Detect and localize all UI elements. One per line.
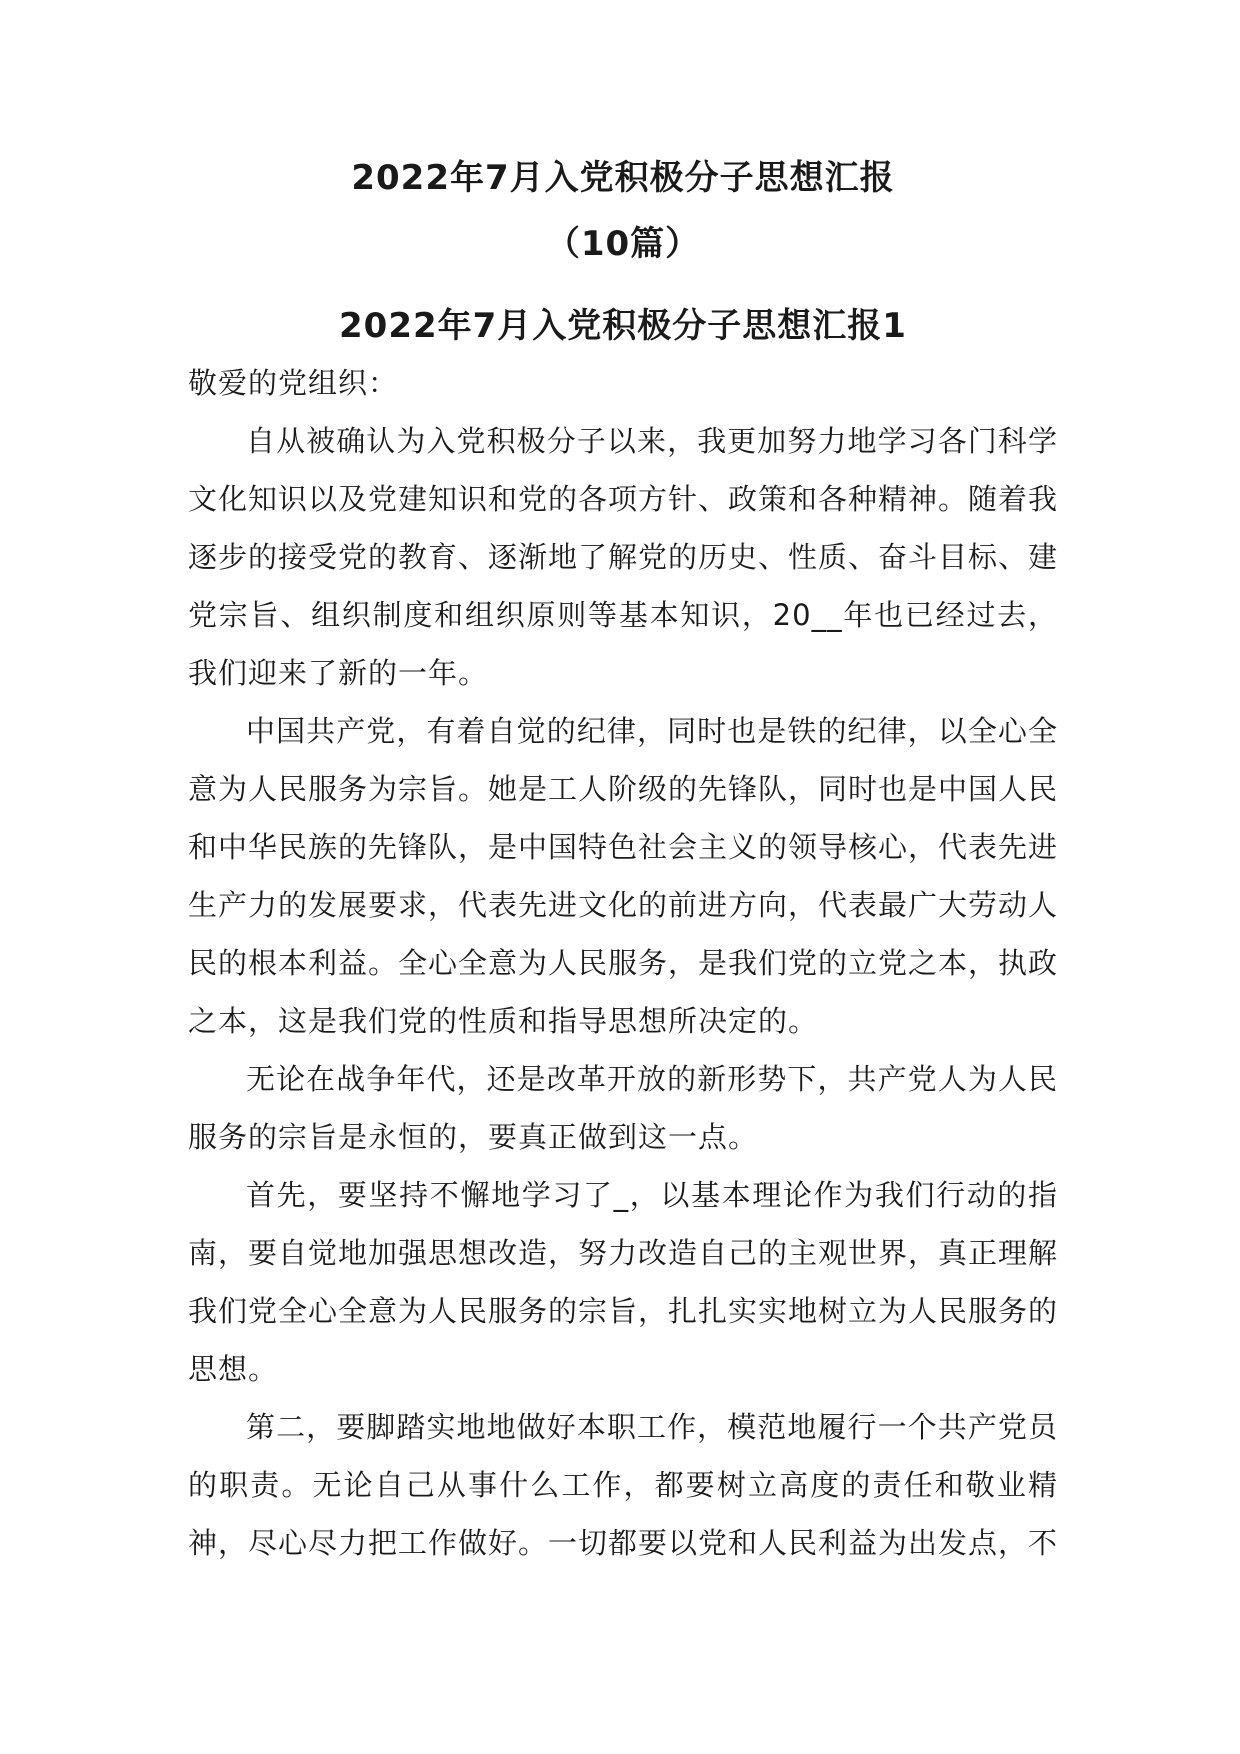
section-title: 2022年7月入党积极分子思想汇报1 bbox=[339, 306, 907, 346]
paragraph-3: 无论在战争年代，还是改革开放的新形势下，共产党人为人民服务的宗旨是永恒的，要真正做到这一点。 bbox=[188, 1062, 1058, 1154]
document-title-count: （10篇） bbox=[545, 224, 701, 264]
paragraph-4: 首先，要坚持不懈地学习了_，以基本理论作为我们行动的指南，要自觉地加强思想改造，努力改造自己的主观世界，真正理解我们党全心全意为人民服务的宗旨，扎扎实实地树立为人民服务的思想。 bbox=[188, 1178, 1059, 1386]
document-title: 2022年7月入党积极分子思想汇报 bbox=[351, 158, 895, 198]
document-page bbox=[188, 150, 1058, 1572]
paragraph-5: 第二，要脚踏实地地做好本职工作，模范地履行一个共产党员的职责。无论自己从事什么工作，都要树立高度的责任和敬业精神，尽心尽力把工作做好。一切都要以党和人民利益为出发点，不 bbox=[188, 1410, 1059, 1560]
salutation: 敬爱的党组织： bbox=[188, 366, 399, 400]
paragraph-1: 自从被确认为入党积极分子以来，我更加努力地学习各门科学文化知识以及党建知识和党的各项方针、政策和各种精神。随着我逐步的接受党的教育、逐渐地了解党的历史、性质、奋斗目标、建党宗旨、组织制度和组织原则等基本知识，20__年也已经过去，我们迎来了新的一年。 bbox=[188, 424, 1059, 690]
paragraph-2: 中国共产党，有着自觉的纪律，同时也是铁的纪律，以全心全意为人民服务为宗旨。她是工人阶级的先锋队，同时也是中国人民和中华民族的先锋队，是中国特色社会主义的领导核心，代表先进生产力的发展要求，代表先进文化的前进方向，代表最广大劳动人民的根本利益。全心全意为人民服务，是我们党的立党之本，执政之本，这是我们党的性质和指导思想所决定的。 bbox=[188, 714, 1059, 1038]
